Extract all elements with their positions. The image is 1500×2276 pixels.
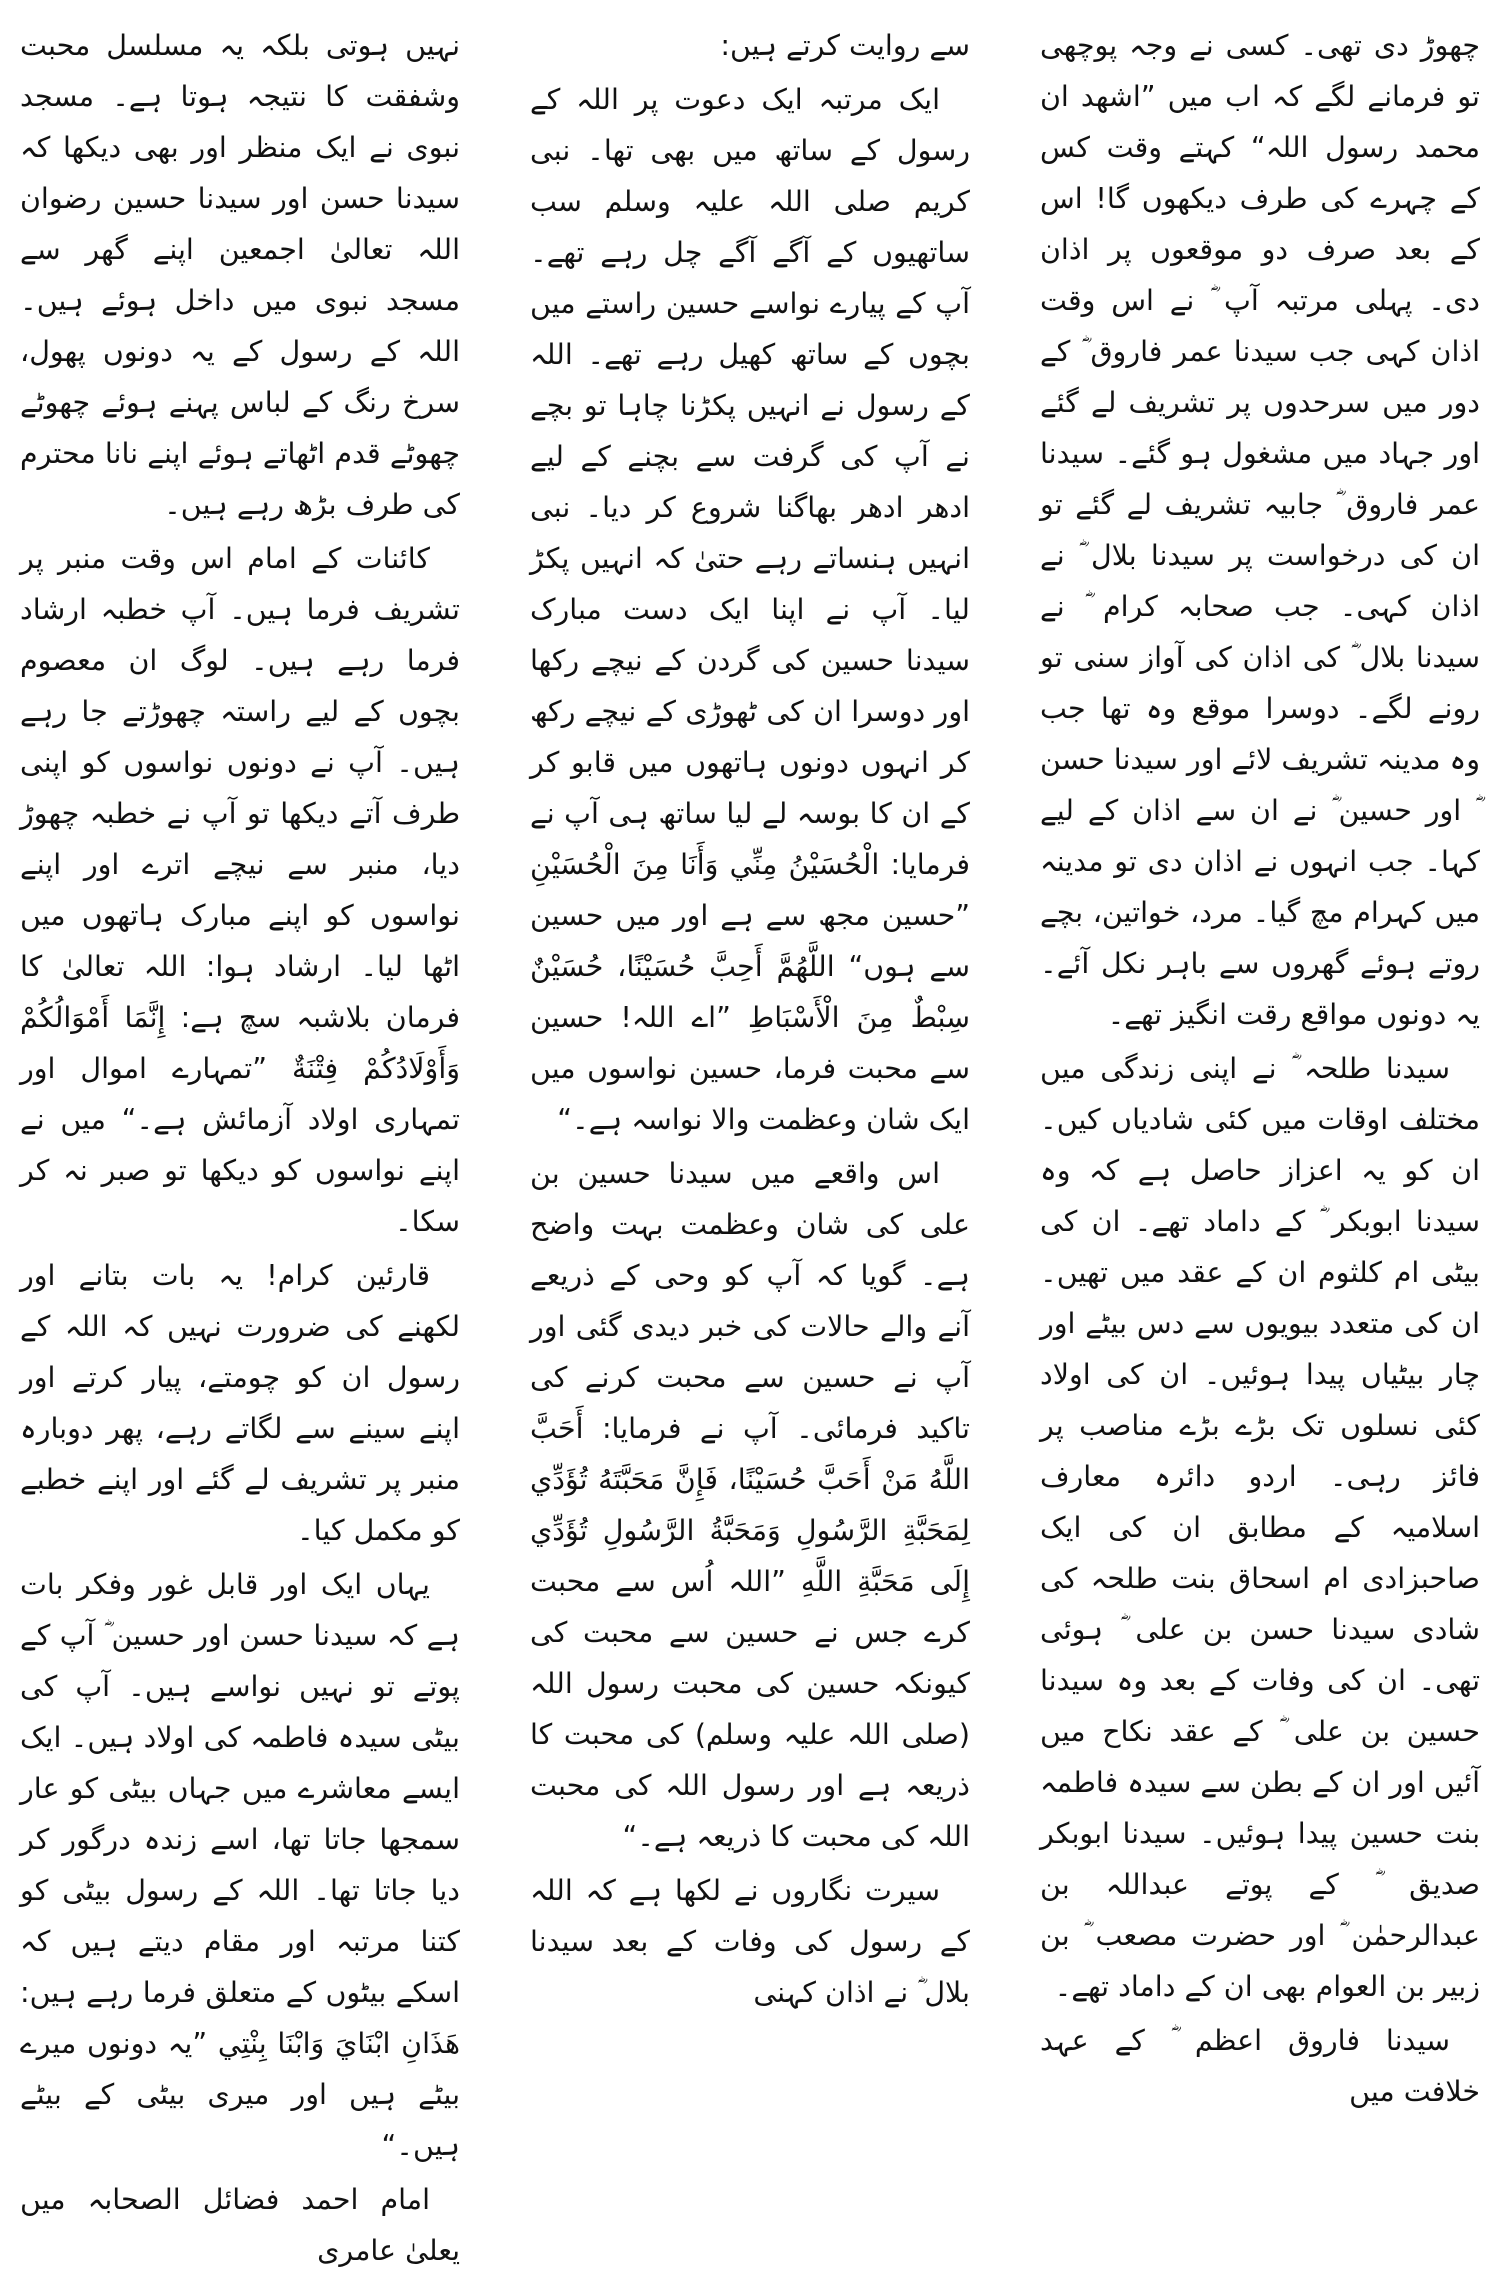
paragraph: چھوڑ دی تھی۔ کسی نے وجہ پوچھی تو فرمانے لگے کہ اب میں ”اشھد ان محمد رسول اللہ“ کہتے وقت کس کے چہرے کی طرف دیکھوں گا! اس کے بعد صرف دو موقعوں پر اذان دی۔ پہلی مرتبہ آپ ؓ نے اس وقت اذان کہی جب سیدنا عمر فاروق ؓ کے دور میں سرحدوں پر تشریف لے گئے اور جہاد میں مشغول ہو گئے۔ سیدنا عمر فاروق ؓ جابیہ تشریف لے گئے تو ان کی درخواست پر سیدنا بلال ؓ نے اذان کہی۔ جب صحابہ کرام ؓ نے سیدنا بلال ؓ کی اذان کی آواز سنی تو رونے لگے۔ دوسرا موقع وہ تھا جب وہ مدینہ تشریف لائے اور سیدنا حسن ؓ اور حسین ؓ نے ان سے اذان کے لیے کہا۔ جب انہوں نے اذان دی تو مدینہ میں کہرام مچ گیا۔ مرد، خواتین، بچے روتے ہوئے گھروں سے باہر نکل آئے۔ یہ دونوں مواقع رقت انگیز تھے۔	[1040, 29, 1480, 1031]
paragraph: ایک مرتبہ ایک دعوت پر اللہ کے رسول کے ساتھ میں بھی تھا۔ نبی کریم صلی اللہ علیہ وسلم سب ساتھیوں کے آگے آگے چل رہے تھے۔ آپ کے پیارے نواسے حسین راستے میں بچوں کے ساتھ کھیل رہے تھے۔ اللہ کے رسول نے انہیں پکڑنا چاہا تو بچے نے آپ کی گرفت سے بچنے کے لیے ادھر ادھر بھاگنا شروع کر دیا۔ نبی انہیں ہنساتے رہے حتیٰ کہ انہیں پکڑ لیا۔ آپ نے اپنا ایک دست مبارک سیدنا حسین کی گردن کے نیچے رکھا اور دوسرا ان کی ٹھوڑی کے نیچے رکھ کر انہوں دونوں ہاتھوں میں قابو کر کے ان کا بوسہ لے لیا ساتھ ہی آپ نے فرمایا: الْحُسَيْنُ مِنِّي وَأَنَا مِنَ الْحُسَيْنِ ”حسین مجھ سے ہے اور میں حسین سے ہوں“ اللَّهُمَّ أَحِبَّ حُسَيْنًا، حُسَيْنٌ سِبْطٌ مِنَ الْأَسْبَاطِ ”اے اللہ! حسین سے محبت فرما، حسین نواسوں میں ایک شان وعظمت والا نواسہ ہے۔“	[530, 83, 970, 1136]
paragraph: سیدنا فاروق اعظم ؓ کے عہد خلافت میں	[1040, 2024, 1480, 2108]
paragraph: سیدنا طلحہ ؓ نے اپنی زندگی میں مختلف اوقات میں کئی شادیاں کیں۔ ان کو یہ اعزاز حاصل ہے کہ وہ سیدنا ابوبکر ؓ کے داماد تھے۔ ان کی بیٹی ام کلثوم ان کے عقد میں تھیں۔ ان کی متعدد بیویوں سے دس بیٹے اور چار بیٹیاں پیدا ہوئیں۔ ان کی اولاد کئی نسلوں تک بڑے بڑے مناصب پر فائز رہی۔ اردو دائرہ معارف اسلامیہ کے مطابق ان کی ایک صاحبزادی ام اسحاق بنت طلحہ کی شادی سیدنا حسن بن علی ؓ ہوئی تھی۔ ان کی وفات کے بعد وہ سیدنا حسین بن علی ؓ کے عقد نکاح میں آئیں اور ان کے بطن سے سیدہ فاطمہ بنت حسین پیدا ہوئیں۔ سیدنا ابوبکر صدیق ؓ کے پوتے عبداللہ بن عبدالرحمٰن ؓ اور حضرت مصعب ؓ بن زبیر بن العوام بھی ان کے داماد تھے۔	[1039, 1052, 1480, 2003]
paragraph: نہیں ہوتی بلکہ یہ مسلسل محبت وشفقت کا نتیجہ ہوتا ہے۔ مسجد نبوی نے ایک منظر اور بھی دیکھا کہ سیدنا حسن اور سیدنا حسین رضوان اللہ تعالیٰ اجمعین اپنے گھر سے مسجد نبوی میں داخل ہوئے ہیں۔ اللہ کے رسول کے یہ دونوں پھول، سرخ رنگ کے لباس پہنے ہوئے چھوٹے چھوٹے قدم اٹھاتے ہوئے اپنے نانا محترم کی طرف بڑھ رہے ہیں۔	[20, 29, 460, 521]
paragraph: قارئین کرام! یہ بات بتانے اور لکھنے کی ضرورت نہیں کہ اللہ کے رسول ان کو چومتے، پیار کرتے اور اپنے سینے سے لگاتے رہے، پھر دوبارہ منبر پر تشریف لے گئے اور اپنے خطبے کو مکمل کیا۔	[20, 1259, 460, 1547]
newspaper-page	[20, 20, 1480, 2267]
paragraph: سیرت نگاروں نے لکھا ہے کہ اللہ کے رسول کی وفات کے بعد سیدنا بلال ؓ نے اذان کہنی	[530, 1874, 970, 2009]
text-column-middle	[530, 20, 970, 2180]
paragraph: یہاں ایک اور قابل غور وفکر بات ہے کہ سیدنا حسن اور حسین ؓ آپ کے پوتے تو نہیں نواسے ہیں۔ آپ کی بیٹی سیدہ فاطمہ کی اولاد ہیں۔ ایک ایسے معاشرے میں جہاں بیٹی کو عار سمجھا جاتا تھا، اسے زندہ درگور کر دیا جاتا تھا۔ اللہ کے رسول بیٹی کو کتنا مرتبہ اور مقام دیتے ہیں کہ اسکے بیٹوں کے متعلق فرما رہے ہیں: هَذَانِ ابْنَايَ وَابْنَا بِنْتِي ”یہ دونوں میرے بیٹے ہیں اور میری بیٹی کے بیٹے ہیں۔“	[20, 1568, 460, 2162]
paragraph: امام احمد فضائل الصحابہ میں یعلیٰ عامری	[20, 2183, 460, 2267]
paragraph: کائنات کے امام اس وقت منبر پر تشریف فرما ہیں۔ آپ خطبہ ارشاد فرما رہے ہیں۔ لوگ ان معصوم بچوں کے لیے راستہ چھوڑتے جا رہے ہیں۔ آپ نے دونوں نواسوں کو اپنی طرف آتے دیکھا تو آپ نے خطبہ چھوڑ دیا، منبر سے نیچے اترے اور اپنے نواسوں کو اپنے مبارک ہاتھوں میں اٹھا لیا۔ ارشاد ہوا: اللہ تعالیٰ کا فرمان بلاشبہ سچ ہے: إِنَّمَا أَمْوَالُكُمْ وَأَوْلَادُكُمْ فِتْنَةٌ ”تمہارے اموال اور تمہاری اولاد آزمائش ہے۔“ میں نے اپنے نواسوں کو دیکھا تو صبر نہ کر سکا۔	[20, 542, 460, 1238]
text-column-right	[20, 20, 460, 2267]
text-column-left	[1040, 20, 1480, 2180]
paragraph: سے روایت کرتے ہیں:	[720, 29, 970, 62]
paragraph: اس واقعے میں سیدنا حسین بن علی کی شان وعظمت بہت واضح ہے۔ گویا کہ آپ کو وحی کے ذریعے آنے والے حالات کی خبر دیدی گئی اور آپ نے حسین سے محبت کرنے کی تاکید فرمائی۔ آپ نے فرمایا: أَحَبَّ اللَّهُ مَنْ أَحَبَّ حُسَيْنًا، فَإِنَّ مَحَبَّتَهُ تُؤَدِّي لِمَحَبَّةِ الرَّسُولِ وَمَحَبَّةُ الرَّسُولِ تُؤَدِّي إِلَى مَحَبَّةِ اللَّهِ ”اللہ اُس سے محبت کرے جس نے حسین سے محبت کی کیونکہ حسین کی محبت رسول اللہ (صلی اللہ علیہ وسلم) کی محبت کا ذریعہ ہے اور رسول اللہ کی محبت اللہ کی محبت کا ذریعہ ہے۔“	[530, 1157, 970, 1853]
